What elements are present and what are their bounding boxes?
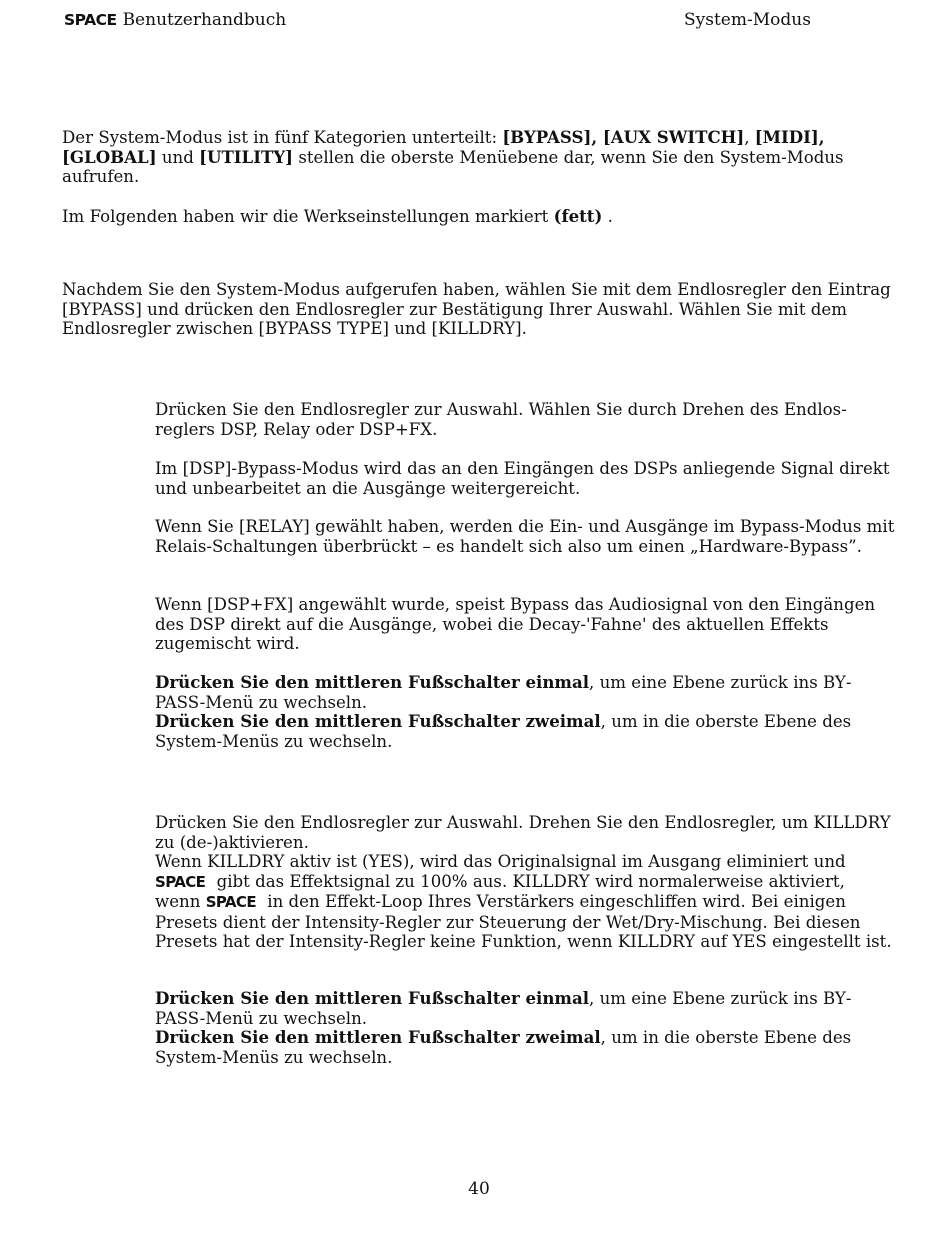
intro-text: und <box>156 147 200 167</box>
nav-twice-bold: Drücken Sie den mittleren Fußschalter zweimal <box>155 1027 601 1048</box>
intro-text: stellen die oberste Menüebene dar, wenn Sie den System-Modus aufrufen. <box>62 147 844 187</box>
header-title: Benutzerhandbuch <box>122 10 287 30</box>
killdry-p2 <box>155 852 895 952</box>
killdry-p1: Drücken Sie den Endlosregler zur Auswahl. Drehen Sie den Endlosregler, um KILLDRY zu (de-)aktivieren. <box>155 813 891 852</box>
nav-once-text: , um eine Ebene zurück ins BYPASS-Menü zu wechseln. <box>155 989 852 1028</box>
bypass-type-p1: Drücken Sie den Endlosregler zur Auswahl. Wählen Sie durch Drehen des Endlosreglers DSP, Relay oder DSP+FX. <box>155 400 847 439</box>
category-utility: [UTILITY] <box>199 146 294 167</box>
killdry-text: gibt das Effektsignal zu 100% aus. KILLDRY wird normalerweise aktiviert, <box>216 871 845 891</box>
nav-twice-text: , um in die oberste Ebene des System-Menüs zu wechseln. <box>155 712 852 751</box>
defaults-note <box>62 207 892 227</box>
page-number: 40 <box>468 1179 490 1199</box>
space-logo: SPACE <box>205 893 256 912</box>
defaults-text: Im Folgenden haben wir die Werkseinstellungen markiert <box>62 207 554 226</box>
intro-text: Der System-Modus ist in fünf Kategorien unterteilt: <box>62 128 503 147</box>
bypass-type-p4: Wenn [DSP+FX] angewählt wurde, speist Bypass das Audiosignal von den Eingängen des DSP direkt auf die Ausgänge, wobei die Decay-'Fahne' des aktuellen Effekts zugemischt wird. <box>155 595 876 654</box>
nav-once-bold: Drücken Sie den mittleren Fußschalter einmal <box>155 988 590 1008</box>
bypass-type-navigation <box>155 673 895 751</box>
defaults-bold: (fett) <box>553 206 603 226</box>
intro-paragraph <box>62 128 892 187</box>
bypass-type-p3: Wenn Sie [RELAY] gewählt haben, werden die Ein- und Ausgänge im Bypass-Modus mit Relais-Schaltungen überbrückt – es handelt sich also um einen „Hardware-Bypass”. <box>155 517 895 556</box>
bypass-type-p2: Im [DSP]-Bypass-Modus wird das an den Eingängen des DSPs anliegende Signal direkt und unbearbeitet an die Ausgänge weitergereicht. <box>155 459 890 498</box>
header-section-title: System-Modus <box>684 10 811 30</box>
space-logo: SPACE <box>64 11 117 29</box>
bypass-intro: Nachdem Sie den System-Modus aufgerufen haben, wählen Sie mit dem Endlosregler den Eintrag [BYPASS] und drücken den Endlosregler zur Bestätigung Ihrer Auswahl. Wählen Sie mit dem Endlosregler zwischen [BYPASS TYPE] und [KILLDRY]. <box>62 280 891 339</box>
killdry-text: Wenn KILLDRY aktiv ist (YES), wird das Originalsignal im Ausgang eliminiert und <box>155 852 846 871</box>
nav-twice-text: , um in die oberste Ebene des System-Menüs zu wechseln. <box>155 1028 852 1067</box>
page-header-left <box>64 8 286 32</box>
killdry-navigation <box>155 989 895 1067</box>
nav-once-bold: Drücken Sie den mittleren Fußschalter einmal <box>155 672 590 692</box>
killdry-text: wenn <box>155 892 201 912</box>
intro-text: , <box>744 128 755 147</box>
nav-once-text: , um eine Ebene zurück ins BYPASS-Menü zu wechseln. <box>155 673 852 712</box>
space-logo: SPACE <box>155 872 206 891</box>
category-bypass-aux: [BYPASS], [AUX SWITCH] <box>502 127 745 147</box>
category-midi-global: [MIDI], [GLOBAL] <box>62 127 825 167</box>
killdry-text: in den Effekt-Loop Ihres Verstärkers eingeschliffen wird. Bei einigen Presets dient der Intensity-Regler zur Steuerung der Wet/Dry-Mischung. Bei diesen Presets hat der Intensity-Regler keine Funktion, wenn KILLDRY auf YES eingestellt ist. <box>155 892 892 952</box>
nav-twice-bold: Drücken Sie den mittleren Fußschalter zweimal <box>155 711 601 732</box>
defaults-text: . <box>602 207 613 226</box>
